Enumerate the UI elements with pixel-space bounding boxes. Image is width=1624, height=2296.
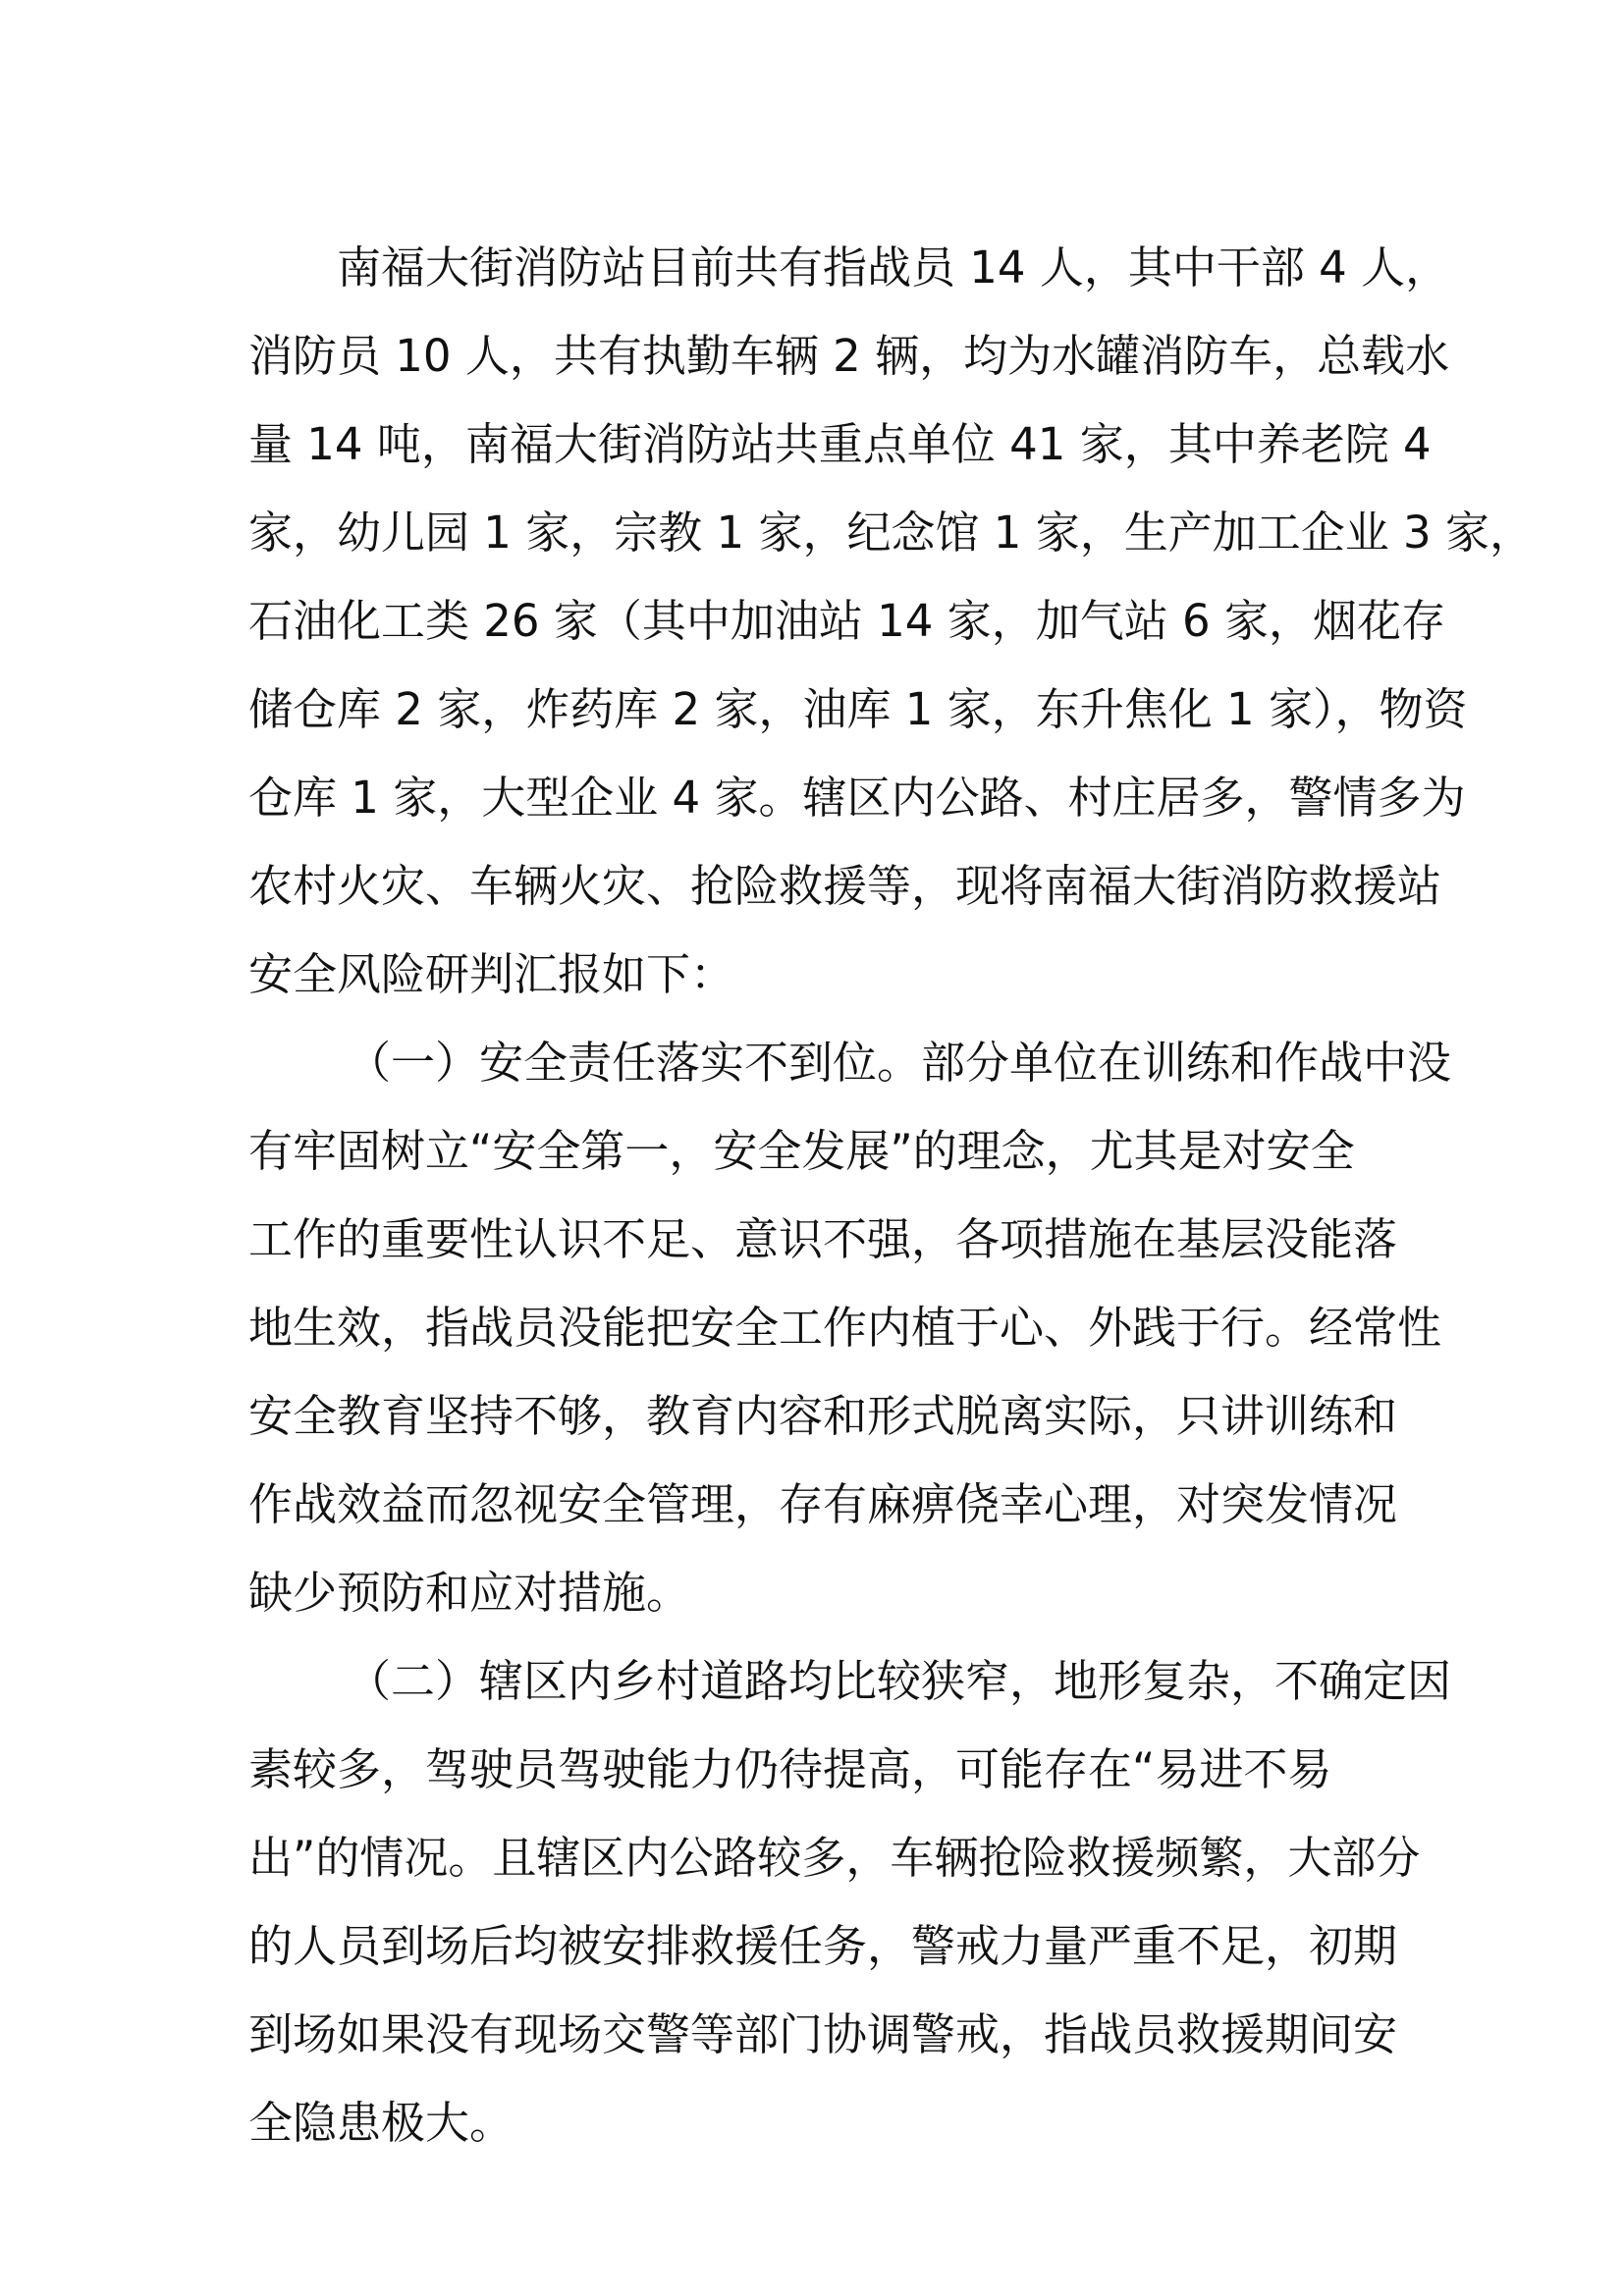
text-line: 安全风险研判汇报如下： bbox=[248, 948, 735, 1000]
paragraph-station-overview bbox=[248, 224, 1534, 1019]
paragraph-safety-responsibility bbox=[248, 1019, 1452, 1637]
text-line: 消防员 10 人，共有执勤车辆 2 辆，均为水罐消防车，总载水 bbox=[248, 330, 1450, 382]
document-page bbox=[248, 224, 1534, 2167]
text-line: 到场如果没有现场交警等部门协调警戒，指战员救援期间安 bbox=[248, 2008, 1398, 2060]
text-line: 仓库 1 家，大型企业 4 家。辖区内公路、村庄居多，警情多为 bbox=[248, 772, 1466, 824]
text-line: 安全教育坚持不够，教育内容和形式脱离实际，只讲训练和 bbox=[248, 1390, 1398, 1442]
text-line: 农村火灾、车辆火灾、抢险救援等，现将南福大街消防救援站 bbox=[248, 860, 1442, 912]
text-line: 有牢固树立“安全第一，安全发展”的理念，尤其是对安全 bbox=[248, 1125, 1355, 1177]
text-line: 缺少预防和应对措施。 bbox=[248, 1567, 691, 1619]
text-line: 工作的重要性认识不足、意识不强，各项措施在基层没能落 bbox=[248, 1213, 1398, 1265]
text-line: 全隐患极大。 bbox=[248, 2097, 514, 2149]
text-line: 量 14 吨，南福大街消防站共重点单位 41 家，其中养老院 4 bbox=[248, 418, 1432, 470]
text-line: 储仓库 2 家，炸药库 2 家，油库 1 家，东升焦化 1 家），物资 bbox=[248, 683, 1468, 735]
paragraph-road-conditions bbox=[248, 1637, 1452, 2167]
text-line: 南福大街消防站目前共有指战员 14 人，其中干部 4 人， bbox=[337, 241, 1450, 294]
text-line: 出”的情况。且辖区内公路较多，车辆抢险救援频繁，大部分 bbox=[248, 1832, 1421, 1884]
text-line: （一）安全责任落实不到位。部分单位在训练和作战中没 bbox=[347, 1037, 1452, 1089]
text-line: 素较多，驾驶员驾驶能力仍待提高，可能存在“易进不易 bbox=[248, 1743, 1332, 1795]
text-line: 作战效益而忽视安全管理，存有麻痹侥幸心理，对突发情况 bbox=[248, 1478, 1398, 1530]
text-line: 石油化工类 26 家（其中加油站 14 家，加气站 6 家，烟花存 bbox=[248, 595, 1445, 647]
text-line: 家，幼儿园 1 家，宗教 1 家，纪念馆 1 家，生产加工企业 3 家， bbox=[248, 507, 1534, 559]
text-line: （二）辖区内乡村道路均比较狭窄，地形复杂，不确定因 bbox=[347, 1655, 1452, 1707]
text-line: 地生效，指战员没能把安全工作内植于心、外践于行。经常性 bbox=[248, 1302, 1442, 1354]
text-line: 的人员到场后均被安排救援任务，警戒力量严重不足，初期 bbox=[248, 1920, 1398, 1972]
